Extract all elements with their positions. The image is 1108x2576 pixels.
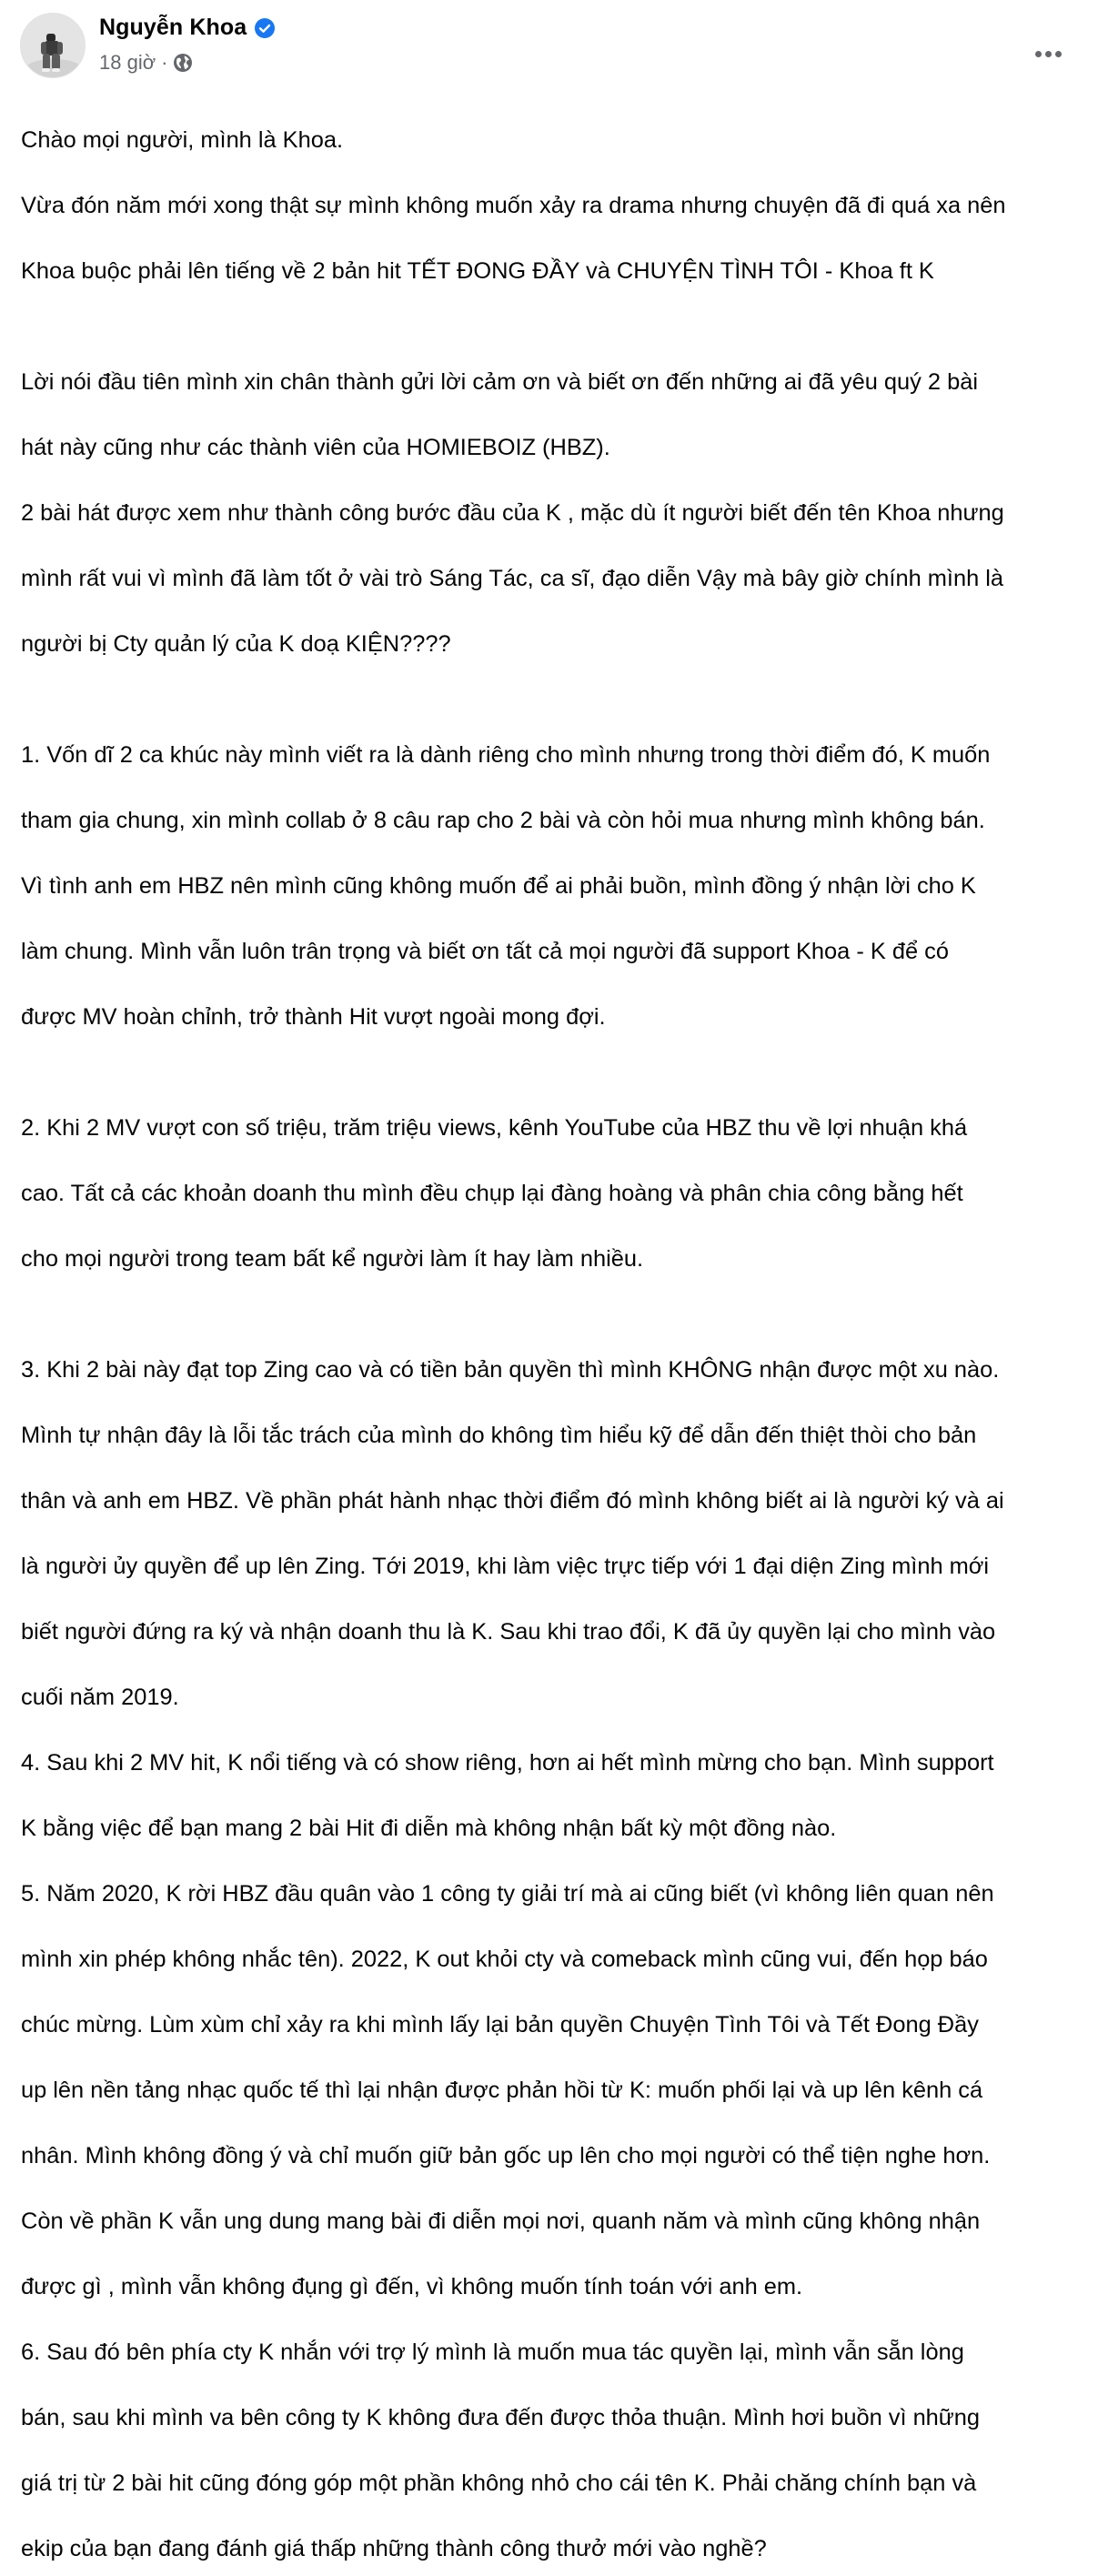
paragraph-point-1 [21, 706, 1085, 1066]
meta-separator: · [161, 51, 168, 74]
post-meta [99, 51, 193, 75]
post-timestamp[interactable]: 18 giờ [99, 51, 156, 74]
text-line: cho mọi người trong team bất kể người làm ít hay làm nhiều. [21, 1246, 644, 1272]
more-dot [1055, 51, 1062, 57]
post-header [20, 13, 1093, 80]
text-line: 2 bài hát được xem như thành công bước đầu của K , mặc dù ít người biết đến tên Khoa nhưng [21, 500, 1004, 526]
author-name[interactable]: Nguyễn Khoa [99, 15, 247, 40]
text-line: Vừa đón năm mới xong thật sự mình không muốn xảy ra drama nhưng chuyện đã đi quá xa nên [21, 193, 1006, 218]
post-body [21, 91, 1085, 2576]
text-line: giá trị từ 2 bài hit cũng đóng góp một phần không nhỏ cho cái tên K. Phải chăng chính bạn và [21, 2470, 977, 2496]
text-line: ekip của bạn đang đánh giá thấp những thành công thưở mới vào nghề? [21, 2536, 767, 2561]
text-line: là người ủy quyền để up lên Zing. Tới 2019, khi làm việc trực tiếp với 1 đại diện Zing mình mới [21, 1554, 990, 1579]
author-line [99, 15, 276, 41]
more-options-button[interactable] [1030, 40, 1066, 67]
text-line: Mình tự nhận đây là lỗi tắc trách của mình do không tìm hiểu kỹ để dẫn đến thiệt thòi cho bản [21, 1423, 977, 1448]
verified-badge-icon [254, 17, 276, 39]
more-horizontal-icon [1035, 51, 1042, 57]
text-line: được MV hoàn chỉnh, trở thành Hit vượt ngoài mong đợi. [21, 1004, 606, 1030]
text-line: 5. Năm 2020, K rời HBZ đầu quân vào 1 công ty giải trí mà ai cũng biết (vì không liên quan nên [21, 1881, 994, 1907]
text-line: Vì tình anh em HBZ nên mình cũng không muốn để ai phải buồn, mình đồng ý nhận lời cho K [21, 873, 976, 899]
paragraph-thanks [21, 333, 1085, 693]
text-line: K bằng việc để bạn mang 2 bài Hit đi diễn mà không nhận bất kỳ một đồng nào. [21, 1816, 837, 1841]
text-line: Còn về phần K vẫn ung dung mang bài đi diễn mọi nơi, quanh năm và mình cũng không nhận [21, 2209, 981, 2234]
text-line: mình xin phép không nhắc tên). 2022, K out khỏi cty và comeback mình cũng vui, đến họp báo [21, 1947, 988, 1972]
more-dot [1045, 51, 1052, 57]
text-line: 6. Sau đó bên phía cty K nhắn với trợ lý mình là muốn mua tác quyền lại, mình vẫn sẵn lòng [21, 2340, 964, 2365]
text-line: được gì , mình vẫn không đụng gì đến, vì không muốn tính toán với anh em. [21, 2274, 803, 2299]
paragraph-intro [21, 91, 1085, 320]
text-line: cao. Tất cả các khoản doanh thu mình đều chụp lại đàng hoàng và phân chia công bằng hết [21, 1181, 963, 1206]
text-line: cuối năm 2019. [21, 1685, 179, 1710]
globe-icon[interactable] [173, 53, 193, 73]
text-line: mình rất vui vì mình đã làm tốt ở vài trò Sáng Tác, ca sĩ, đạo diễn Vậy mà bây giờ chính mình là [21, 566, 1004, 591]
text-line: người bị Cty quản lý của K doạ KIỆN???? [21, 631, 451, 657]
text-line: Lời nói đầu tiên mình xin chân thành gửi lời cảm ơn và biết ơn đến những ai đã yêu quý 2 bài [21, 369, 978, 395]
text-line: Khoa buộc phải lên tiếng về 2 bản hit TẾT ĐONG ĐẦY và CHUYỆN TÌNH TÔI - Khoa ft K [21, 258, 934, 284]
text-line: nhân. Mình không đồng ý và chỉ muốn giữ bản gốc up lên cho mọi người có thể tiện nghe hơn. [21, 2143, 991, 2168]
paragraph-point-2 [21, 1079, 1085, 1308]
avatar[interactable] [20, 13, 86, 78]
text-line: up lên nền tảng nhạc quốc tế thì lại nhận được phản hồi từ K: muốn phối lại và up lên kênh cá [21, 2078, 983, 2103]
text-line: làm chung. Mình vẫn luôn trân trọng và biết ơn tất cả mọi người đã support Khoa - K để có [21, 939, 949, 964]
text-line: biết người đứng ra ký và nhận doanh thu là K. Sau khi trao đổi, K đã ủy quyền lại cho mình vào [21, 1619, 996, 1645]
text-line: 4. Sau khi 2 MV hit, K nổi tiếng và có show riêng, hơn ai hết mình mừng cho bạn. Mình support [21, 1750, 994, 1776]
text-line: tham gia chung, xin mình collab ở 8 câu rap cho 2 bài và còn hỏi mua nhưng mình không bán. [21, 808, 985, 833]
text-line: bán, sau khi mình va bên công ty K không đưa đến được thỏa thuận. Mình hơi buồn vì những [21, 2405, 981, 2430]
text-line: 3. Khi 2 bài này đạt top Zing cao và có tiền bản quyền thì mình KHÔNG nhận được một xu nào. [21, 1357, 1000, 1383]
avatar-image [21, 14, 86, 78]
text-line: 1. Vốn dĩ 2 ca khúc này mình viết ra là dành riêng cho mình nhưng trong thời điểm đó, K muốn [21, 742, 991, 768]
text-line: chúc mừng. Lùm xùm chỉ xảy ra khi mình lấy lại bản quyền Chuyện Tình Tôi và Tết Đong Đầy [21, 2012, 979, 2038]
text-line: thân và anh em HBZ. Về phần phát hành nhạc thời điểm đó mình không biết ai là người ký và ai [21, 1488, 1004, 1514]
text-line: Chào mọi người, mình là Khoa. [21, 127, 344, 153]
text-line: 2. Khi 2 MV vượt con số triệu, trăm triệu views, kênh YouTube của HBZ thu về lợi nhuận khá [21, 1115, 968, 1141]
text-line: hát này cũng như các thành viên của HOMIEBOIZ (HBZ). [21, 435, 610, 460]
paragraph-points-3-to-6 [21, 1321, 1085, 2576]
